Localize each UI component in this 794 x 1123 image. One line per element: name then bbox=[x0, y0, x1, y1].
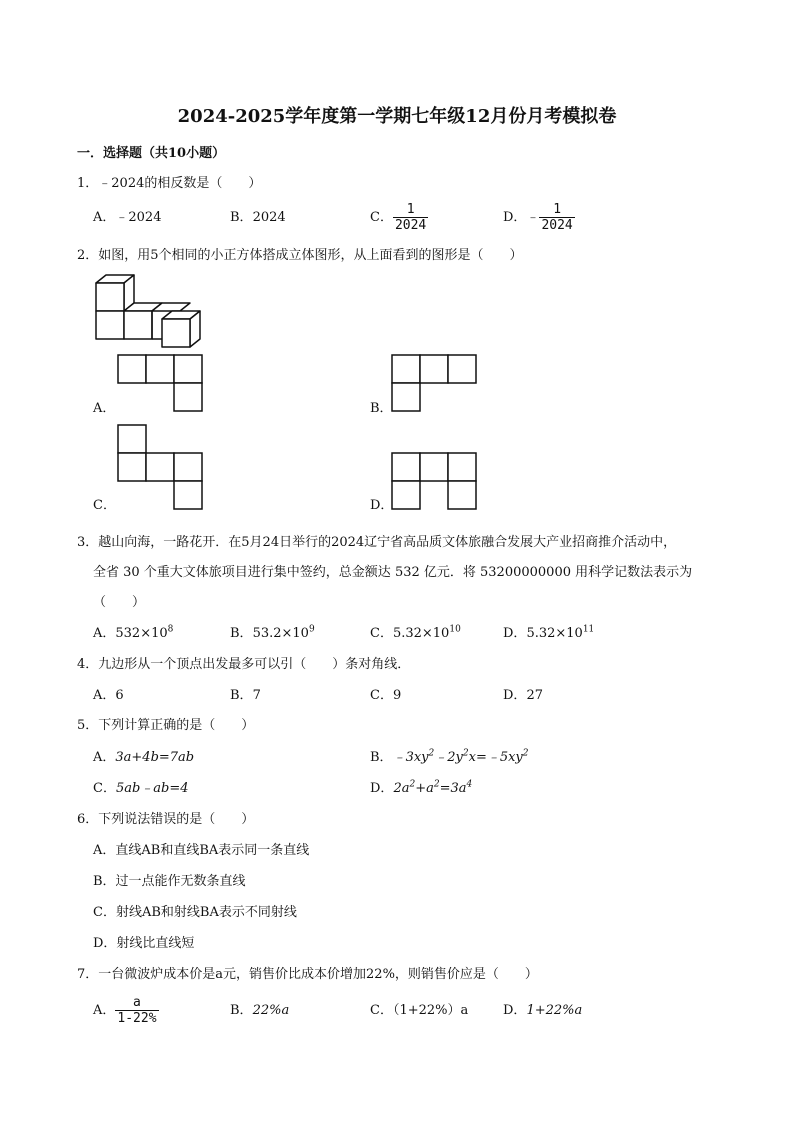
q2-stem: 2．如图，用5个相同的小正方体搭成立体图形，从上面看到的图形是（ ） bbox=[77, 248, 523, 263]
q3-stem-line1: 3．越山向海，一路花开．在5月24日举行的2024辽宁省高品质文体旅融合发展大产业招商推介活动中， bbox=[77, 535, 677, 550]
q3-option-d[interactable]: D．$5.32\times 10^{11}$ bbox=[503, 624, 595, 641]
q1-option-b[interactable] bbox=[230, 210, 286, 226]
q5-stem: 5．下列计算正确的是（ ） bbox=[77, 718, 255, 733]
option-label: C． bbox=[370, 210, 393, 225]
q4-option-b[interactable]: B．7 bbox=[230, 688, 261, 703]
q7-stem: 7．一台微波炉成本价是a元，销售价比成本价增加22%，则销售价应是（ ） bbox=[77, 967, 538, 982]
fraction: $\frac{a}{1-22\%}$ bbox=[117, 995, 157, 1026]
q1-option-d[interactable] bbox=[503, 202, 575, 233]
q6-option-a[interactable]: A．直线AB和直线BA表示同一条直线 bbox=[93, 843, 310, 858]
q3-option-a[interactable]: A．$532\times 10^8$ bbox=[93, 624, 174, 641]
q4-option-d[interactable]: D．27 bbox=[503, 688, 543, 703]
q4-stem: 4．九边形从一个顶点出发最多可以引（ ）条对角线． bbox=[77, 657, 411, 672]
q4-option-a[interactable]: A．6 bbox=[93, 688, 124, 703]
q1-option-a[interactable] bbox=[93, 210, 161, 226]
option-text: 2024 bbox=[252, 210, 286, 225]
q2-option-d-label[interactable]: D． bbox=[370, 498, 394, 513]
q5-option-b[interactable]: B．$﹣3xy^2﹣2y^2x=﹣5xy^2$ bbox=[370, 748, 529, 765]
q2-option-b-label[interactable]: B． bbox=[370, 401, 393, 416]
q2-option-c-label[interactable]: C． bbox=[93, 498, 116, 513]
q2-option-b-figure[interactable] bbox=[391, 354, 479, 414]
q2-option-d-figure[interactable] bbox=[391, 452, 479, 512]
q6-option-d[interactable]: D．射线比直线短 bbox=[93, 936, 195, 951]
option-text: ﹣2024 bbox=[115, 210, 162, 225]
q5-option-d[interactable]: D．$2a^2+a^2=3a^4$ bbox=[370, 779, 473, 796]
q2-option-a-label[interactable]: A． bbox=[93, 401, 116, 416]
q5-option-a[interactable]: A．3a+4b=7ab bbox=[93, 750, 195, 765]
q6-option-c[interactable]: C．射线AB和射线BA表示不同射线 bbox=[93, 905, 297, 920]
section-heading: 一．选择题（共10小题） bbox=[77, 146, 226, 161]
q1-stem: 1．﹣2024的相反数是（ ） bbox=[77, 176, 262, 191]
q7-option-a[interactable]: A． $\frac{a}{1-22\%}$ bbox=[93, 995, 157, 1026]
q3-stem-line3: （ ） bbox=[93, 595, 146, 610]
q2-option-a-figure[interactable] bbox=[117, 354, 205, 414]
q1-option-c[interactable] bbox=[370, 202, 428, 233]
q3-stem-line2: 全省 30 个重大文体旅项目进行集中签约，总金额达 532 亿元．将 53200000000 用科学记数法表示为 bbox=[93, 565, 693, 580]
option-label: A． bbox=[93, 210, 116, 225]
q3-option-b[interactable]: B．$53.2\times 10^9$ bbox=[230, 624, 315, 641]
q3-option-c[interactable]: C．$5.32\times 10^{10}$ bbox=[370, 624, 461, 641]
q5-option-c[interactable]: C．5ab﹣ab=4 bbox=[93, 781, 189, 796]
fraction: $\frac{1}{2024}$ bbox=[394, 202, 427, 233]
page-title: 2024-2025学年度第一学期七年级12月份月考模拟卷 bbox=[177, 106, 617, 127]
fraction: $\frac{1}{2024}$ bbox=[541, 202, 573, 233]
q7-option-c[interactable]: C．（1+22%）a bbox=[370, 1003, 469, 1018]
q6-option-b[interactable]: B．过一点能作无数条直线 bbox=[93, 874, 246, 889]
minus-sign: ﹣ bbox=[526, 210, 540, 225]
option-label: D． bbox=[503, 210, 527, 225]
q6-stem: 6．下列说法错误的是（ ） bbox=[77, 812, 255, 827]
q4-option-c[interactable]: C．9 bbox=[370, 688, 402, 703]
cube-3d-figure bbox=[92, 273, 208, 355]
q7-option-b[interactable]: B．22%a bbox=[230, 1003, 290, 1018]
q2-option-c-figure[interactable] bbox=[117, 424, 205, 512]
option-label: B． bbox=[230, 210, 253, 225]
q7-option-d[interactable]: D．1+22%a bbox=[503, 1003, 583, 1018]
